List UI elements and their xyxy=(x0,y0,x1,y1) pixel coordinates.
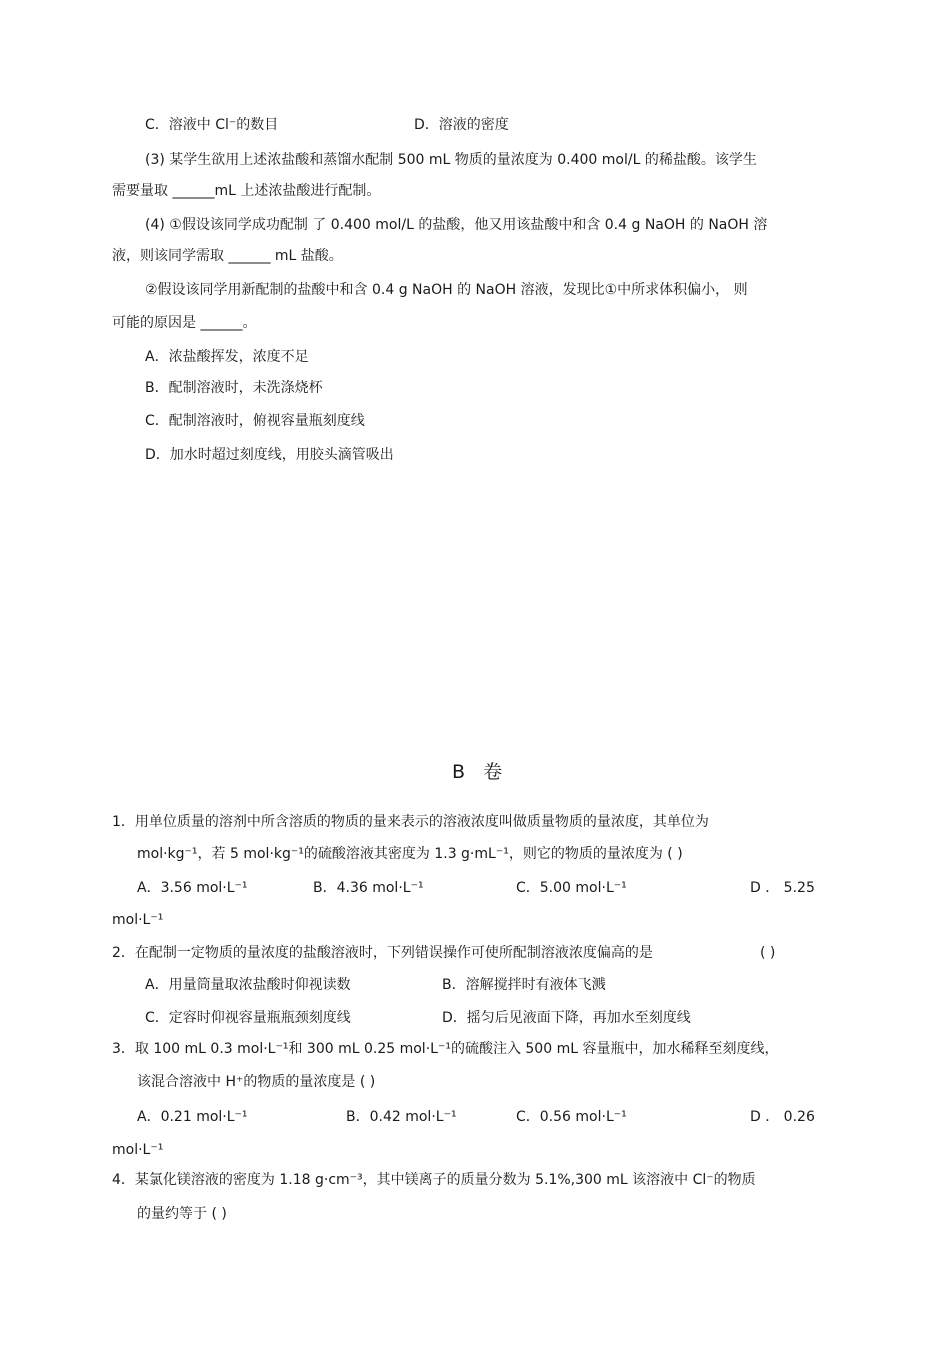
b-question-4-line-1: 4．某氯化镁溶液的密度为 1.18 g·cm⁻³，其中镁离子的质量分数为 5.1%,300 mL 该溶液中 Cl⁻的物质 xyxy=(112,1172,756,1188)
b-question-4-line-2: 的量约等于 ( ) xyxy=(137,1206,227,1222)
option-d: D．加水时超过刻度线，用胶头滴管吸出 xyxy=(145,447,394,463)
b-q1-option-d-unit: mol·L⁻¹ xyxy=(112,912,164,928)
question-4-line-2: 液，则该同学需取 ______ mL 盐酸。 xyxy=(112,248,343,264)
b-question-1-line-1: 1．用单位质量的溶剂中所含溶质的物质的量来表示的溶液浓度叫做质量物质的量浓度，其单位为 xyxy=(112,814,709,830)
b-question-2-answer-paren: ( ) xyxy=(760,945,776,961)
b-q1-option-b: B．4.36 mol·L⁻¹ xyxy=(313,880,424,896)
b-q2-option-a: A．用量筒量取浓盐酸时仰视读数 xyxy=(145,977,351,993)
question-4b-line-1: ②假设该同学用新配制的盐酸中和含 0.4 g NaOH 的 NaOH 溶液，发现比①中所求体积偏小， 则 xyxy=(145,282,748,298)
option-b: B．配制溶液时，未洗涤烧杯 xyxy=(145,380,323,396)
question-3-line-1: (3) 某学生欲用上述浓盐酸和蒸馏水配制 500 mL 物质的量浓度为 0.400 mol/L 的稀盐酸。该学生 xyxy=(145,152,757,168)
b-question-3-line-1: 3．取 100 mL 0.3 mol·L⁻¹和 300 mL 0.25 mol·L⁻¹的硫酸注入 500 mL 容量瓶中，加水稀释至刻度线， xyxy=(112,1041,779,1057)
option-a: A．浓盐酸挥发，浓度不足 xyxy=(145,349,309,365)
b-q3-option-c: C．0.56 mol·L⁻¹ xyxy=(516,1109,627,1125)
option-c-chloride-count: C．溶液中 Cl⁻的数目 xyxy=(145,117,279,133)
option-c: C．配制溶液时，俯视容量瓶刻度线 xyxy=(145,413,365,429)
question-4-line-1: (4) ①假设该同学成功配制 了 0.400 mol/L 的盐酸，他又用该盐酸中和含 0.4 g NaOH 的 NaOH 溶 xyxy=(145,217,768,233)
b-q1-option-d: D ． 5.25 xyxy=(750,880,815,896)
b-q1-option-c: C．5.00 mol·L⁻¹ xyxy=(516,880,627,896)
b-q3-option-b: B．0.42 mol·L⁻¹ xyxy=(346,1109,457,1125)
b-q1-option-a: A．3.56 mol·L⁻¹ xyxy=(137,880,248,896)
b-q3-option-d: D ． 0.26 xyxy=(750,1109,815,1125)
b-question-1-line-2: mol·kg⁻¹，若 5 mol·kg⁻¹的硫酸溶液其密度为 1.3 g·mL⁻¹，则它的物质的量浓度为 ( ) xyxy=(137,846,683,862)
b-question-2-line-1: 2．在配制一定物质的量浓度的盐酸溶液时，下列错误操作可使所配制溶液浓度偏高的是 xyxy=(112,945,653,961)
b-q3-option-d-unit: mol·L⁻¹ xyxy=(112,1142,164,1158)
b-q2-option-c: C．定容时仰视容量瓶瓶颈刻度线 xyxy=(145,1010,351,1026)
b-q2-option-b: B．溶解搅拌时有液体飞溅 xyxy=(442,977,606,993)
section-title: B 卷 xyxy=(452,761,509,783)
question-3-line-2: 需要量取 ______mL 上述浓盐酸进行配制。 xyxy=(112,183,381,199)
b-q2-option-d: D．摇匀后见液面下降，再加水至刻度线 xyxy=(442,1010,691,1026)
option-d-density: D．溶液的密度 xyxy=(414,117,509,133)
b-q3-option-a: A．0.21 mol·L⁻¹ xyxy=(137,1109,248,1125)
question-4b-line-2: 可能的原因是 ______。 xyxy=(112,315,257,331)
b-question-3-line-2: 该混合溶液中 H⁺的物质的量浓度是 ( ) xyxy=(137,1074,376,1090)
